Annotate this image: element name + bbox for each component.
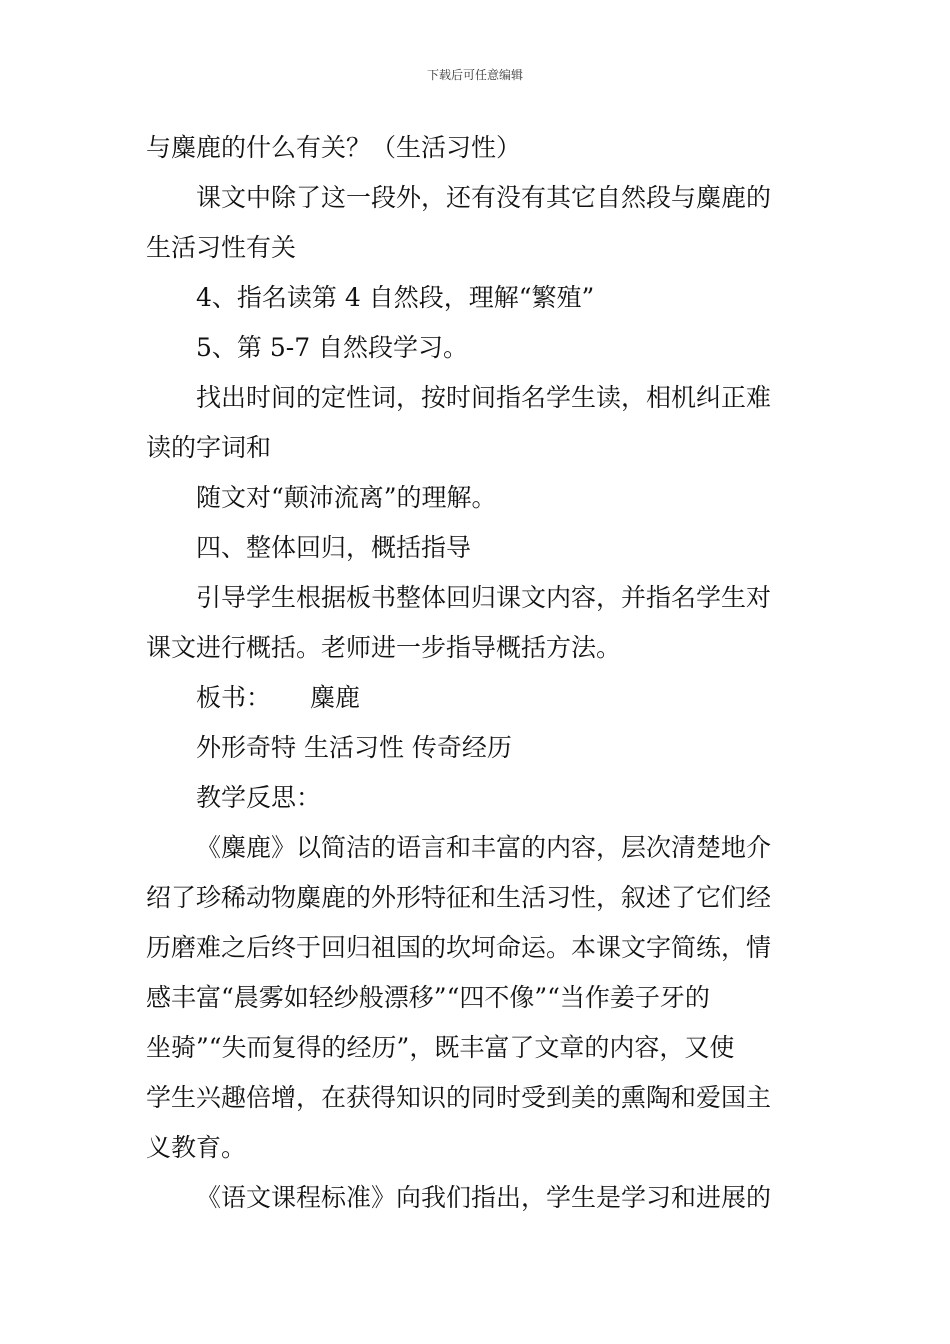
text-line: 《语文课程标准》向我们指出，学生是学习和进展的 — [196, 1183, 772, 1212]
text-line: 引导学生根据板书整体回归课文内容，并指名学生对 — [196, 583, 772, 612]
board-title: 麋鹿 — [310, 683, 361, 712]
text-line: 找出时间的定性词，按时间指名学生读，相机纠正难 — [196, 383, 772, 412]
section-heading: 四、整体回归，概括指导 — [196, 533, 472, 562]
text-line: 义教育。 — [146, 1133, 247, 1162]
page-header: 下载后可任意编辑 — [426, 68, 523, 82]
text-line: 5、第 5-7 自然段学习。 — [196, 333, 469, 362]
text-line: 坐骑”“失而复得的经历”，既丰富了文章的内容，又使 — [146, 1033, 735, 1062]
text-line: 课文进行概括。老师进一步指导概括方法。 — [146, 633, 622, 662]
text-line: 历磨难之后终于回归祖国的坎坷命运。本课文字简练，情 — [146, 933, 772, 962]
board-content: 外形奇特 生活习性 传奇经历 — [196, 733, 512, 762]
board-label: 板书： — [196, 683, 272, 712]
text-line: 与麋鹿的什么有关？（生活习性） — [146, 133, 522, 162]
text-line: 课文中除了这一段外，还有没有其它自然段与麋鹿的 — [196, 183, 772, 212]
text-line: 感丰富“晨雾如轻纱般漂移”“四不像”“当作姜子牙的 — [146, 983, 710, 1012]
text-line: 读的字词和 — [146, 433, 272, 462]
reflection-heading: 教学反思： — [196, 783, 322, 812]
text-line: 学生兴趣倍增，在获得知识的同时受到美的熏陶和爱国主 — [146, 1083, 772, 1112]
text-line: 《麋鹿》以简洁的语言和丰富的内容，层次清楚地介 — [196, 833, 772, 862]
text-line: 随文对“颠沛流离”的理解。 — [196, 483, 497, 512]
text-line: 生活习性有关 — [146, 233, 297, 262]
text-line: 4、指名读第 4 自然段，理解“繁殖” — [196, 283, 595, 312]
text-line: 绍了珍稀动物麋鹿的外形特征和生活习性，叙述了它们经 — [146, 883, 772, 912]
